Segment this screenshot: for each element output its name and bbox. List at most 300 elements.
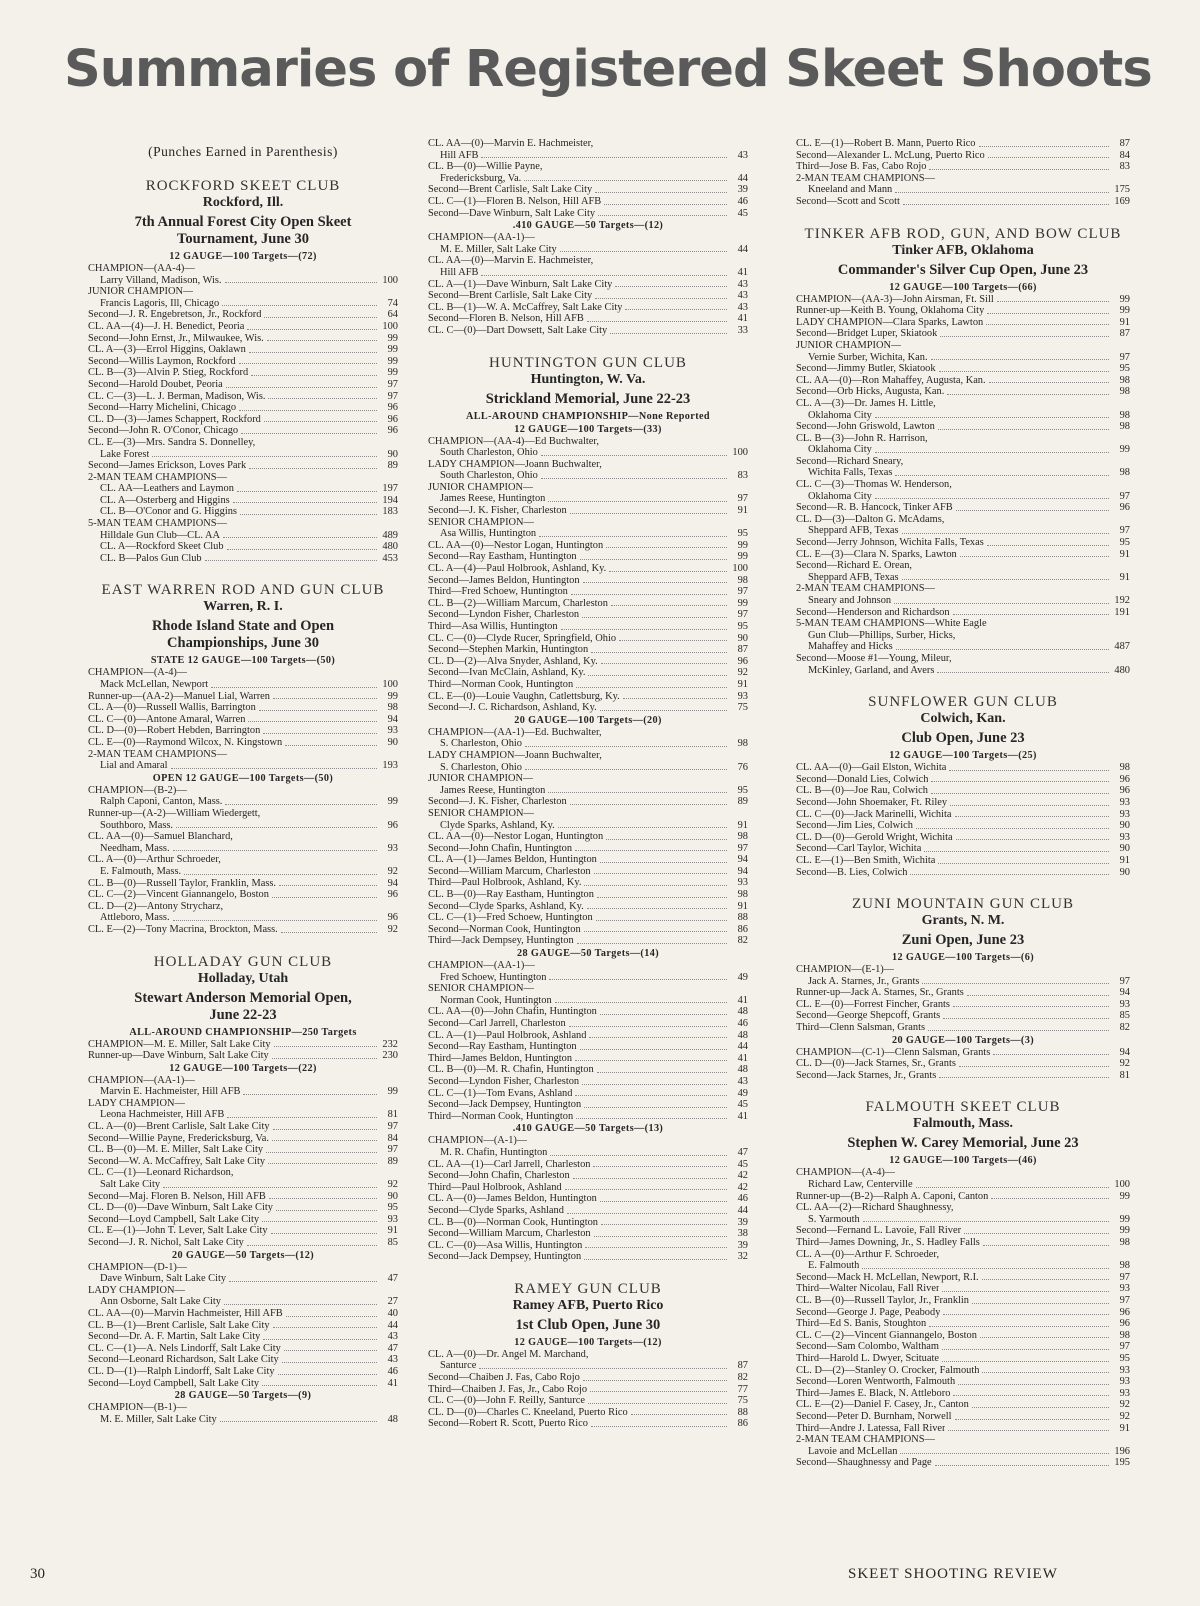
score: 91 [1119,548,1130,560]
leader-dots [983,1245,1109,1246]
score: 48 [737,1006,748,1018]
leader-dots [580,1049,727,1050]
leader-dots [251,375,377,376]
leader-dots [584,885,727,886]
shooter-name: CL. A—(0)—Brent Carlisle, Salt Lake City [88,1121,270,1133]
target-heading: 12 GAUGE—100 Targets—(6) [891,952,1035,964]
result-row [88,379,398,391]
score: 43 [737,278,748,290]
score: 40 [387,1307,398,1319]
result-row [796,525,1130,537]
club-block [428,138,748,337]
shooter-name: Second—Shaughnessy and Page [796,1457,932,1469]
shooter-name: Second—Leonard Richardson, Salt Lake City [88,1354,279,1366]
result-row [428,1030,748,1042]
result-row [88,1191,398,1203]
leader-dots [222,305,377,306]
shooter-name: CL. A—(3)—Errol Higgins, Oaklawn [88,344,246,356]
event-title: Stewart Anderson Memorial Open, June 22-23 [134,989,352,1023]
leader-dots [264,421,377,422]
club-name: FALMOUTH SKEET CLUB [865,1099,1061,1116]
event-title: Zuni Open, June 23 [901,932,1025,949]
leader-dots [281,932,377,933]
shooter-name: CL. E—(3)—Mrs. Sandra S. Donnelley, [88,436,256,448]
leader-dots [224,1304,377,1305]
shooter-name: CL. C—(0)—Jack Marinelli, Wichita [796,808,952,820]
score: 100 [1114,1179,1130,1191]
shooter-name: 5-MAN TEAM CHAMPIONS—White Eagle [796,618,987,630]
score: 95 [1119,537,1130,549]
result-row [88,414,398,426]
result-row [428,935,748,947]
shooter-name: Needham, Mass. [100,842,170,854]
shooter-name: Runner-up—Dave Winburn, Salt Lake City [88,1050,269,1062]
result-row [428,1099,748,1111]
score: 92 [387,1179,398,1191]
leader-dots [875,498,1109,499]
shooter-name: CL. B—(0)—Ray Eastham, Huntington [428,889,594,901]
club-block [88,582,398,935]
leader-dots [948,1430,1109,1431]
shooter-name: CL. B—(0)—M. E. Miller, Salt Lake City [88,1144,264,1156]
leader-dots [949,770,1109,771]
shooter-name: CL. A—(0)—Arthur Schroeder, [88,854,221,866]
score: 97 [387,378,398,390]
shooter-name: CL. B—(0)—Joe Rau, Colwich [796,785,928,797]
result-row [796,1214,1130,1226]
score: 98 [737,738,748,750]
leader-dots [935,1465,1109,1466]
result-row [796,987,1130,999]
result-row [88,808,398,820]
score: 90 [387,737,398,748]
result-row [796,1307,1130,1319]
score: 90 [387,1190,398,1202]
shooter-name: Second—Brent Carlisle, Salt Lake City [428,290,593,302]
score: 96 [387,413,398,425]
result-row [796,665,1130,677]
leader-dots [593,1166,727,1167]
leader-dots [285,745,377,746]
shooter-name: Second—Alexander L. McLung, Puerto Rico [796,149,985,161]
shooter-name: Third—James Beldon, Huntington [428,1052,573,1064]
shooter-name: Oklahoma City [808,490,872,502]
score: 95 [1119,1352,1130,1364]
shooter-name: CL. C—(0)—Asa Willis, Huntington [428,1239,583,1251]
shooter-name: Leona Hachmeister, Hill AFB [100,1109,225,1121]
leader-dots [227,1117,377,1118]
leader-dots [227,549,377,550]
score: 96 [737,655,748,667]
score: 100 [382,679,398,691]
leader-dots [609,571,727,572]
result-row [428,773,748,785]
score: 92 [1119,1399,1130,1411]
shooter-name: Southboro, Mass. [100,819,174,831]
leader-dots [894,603,1109,604]
result-row [88,437,398,449]
score: 100 [732,563,748,575]
shooter-name: Santurce [440,1360,477,1372]
leader-dots [262,1221,377,1222]
score: 487 [1114,641,1130,653]
score: 77 [737,1383,748,1395]
shooter-name: Second—Richard Sneary, [796,455,904,467]
leader-dots [272,1058,377,1059]
score: 44 [737,172,748,184]
shooter-name: 5-MAN TEAM CHAMPIONS— [88,518,227,530]
score: 98 [737,574,748,586]
shooter-name: Francis Lagoris, Ill, Chicago [100,297,220,309]
score: 90 [387,448,398,460]
leader-dots [900,1453,1109,1454]
result-row [88,1237,398,1249]
result-row [88,356,398,368]
score: 99 [737,597,748,609]
shooter-name: CL. B—Palos Gun Club [100,552,202,564]
leader-dots [271,1233,377,1234]
result-row [428,302,748,314]
shooter-name: LADY CHAMPION—Clara Sparks, Lawton [796,316,984,328]
leader-dots [571,594,727,595]
result-row [428,679,748,691]
result-row [428,325,748,337]
result-row [88,796,398,808]
leader-dots [268,1163,377,1164]
shooter-name: CL. C—(0)—Dart Dowsett, Salt Lake City [428,324,608,336]
shooter-name: Second—Orb Hicks, Augusta, Kan. [796,386,945,398]
score: 97 [1119,490,1130,502]
shooter-name: CL. B—(0)—M. R. Chafin, Huntington [428,1064,594,1076]
shooter-name: CL. A—(1)—Dave Winburn, Salt Lake City [428,278,613,290]
result-row [88,1296,398,1308]
leader-dots [611,605,727,606]
shooter-name: Runner-up—Jack A. Starnes, Sr., Grants [796,987,964,999]
result-row [796,1010,1130,1022]
leader-dots [953,1395,1109,1396]
shooter-name: Second—Loren Wentworth, Falmouth [796,1376,956,1388]
shooter-name: Third—Walter Nicolau, Fall River [796,1283,940,1295]
result-row [796,363,1130,375]
shooter-name: CHAMPION—(E-1)— [796,964,895,976]
score: 96 [1119,502,1130,514]
shooter-name: LADY CHAMPION—Joann Buchwalter, [428,458,602,470]
score: 99 [387,367,398,379]
leader-dots [584,1107,727,1108]
result-row [796,375,1130,387]
leader-dots [284,1350,377,1351]
leader-dots [241,433,377,434]
result-row [796,386,1130,398]
score: 93 [1119,1283,1130,1295]
score: 98 [1119,1237,1130,1248]
club-name: HOLLADAY GUN CLUB [153,953,333,970]
shooter-name: Second—Sam Colombo, Waltham [796,1341,939,1353]
column-3-content [796,138,1130,1469]
shooter-name: CL. B—(2)—William Marcum, Charleston [428,597,608,609]
result-row [428,1205,748,1217]
result-row [796,1179,1130,1191]
score: 97 [1119,975,1130,987]
result-row [428,459,748,471]
result-row [88,483,398,495]
result-row [796,572,1130,584]
result-row [796,1283,1130,1295]
leader-dots [171,768,377,769]
leader-dots [623,698,727,699]
shooter-name: Second—Maj. Floren B. Nelson, Hill AFB [88,1190,266,1202]
shooter-name: CL. A—Rockford Skeet Club [100,541,224,553]
club-block [428,1281,748,1430]
shooter-name: CL. C—(1)—Floren B. Nelson, Hill AFB [428,195,602,207]
leader-dots [278,1374,377,1375]
shooter-name: CL. D—(0)—Charles C. Kneeland, Puerto Rico [428,1406,628,1418]
target-heading: 12 GAUGE—100 Targets—(66) [889,281,1037,293]
result-row [428,150,748,162]
shooter-name: Second—J. K. Fisher, Charleston [428,505,567,517]
leader-dots [225,804,377,805]
leader-dots [916,828,1109,829]
result-row [796,1070,1130,1082]
shooter-name: Second—William Marcum, Charleston [428,1228,591,1240]
score: 92 [737,667,748,679]
result-row [796,1330,1130,1342]
shooter-name: Third—Andre J. Latessa, Fall River [796,1422,946,1434]
leader-dots [184,874,377,875]
result-row [428,1407,748,1419]
leader-dots [205,560,377,561]
shooter-name: Hill AFB [440,149,479,161]
shooter-name: Third—Chaiben J. Fas, Jr., Cabo Rojo [428,1383,588,1395]
result-row [88,901,398,913]
shooter-name: S. Charleston, Ohio [440,738,522,750]
result-row [428,609,748,621]
shooter-name: Second—Jack Dempsey, Huntington [428,1099,582,1111]
leader-dots [575,1060,727,1061]
leader-dots [585,1247,727,1248]
leader-dots [575,1095,727,1096]
shooter-name: CHAMPION—(AA-3)—John Airsman, Ft. Sill [796,293,994,305]
shooter-name: CHAMPION—(AA-1)— [88,1074,195,1086]
score: 95 [387,1202,398,1214]
shooter-name: CHAMPION—(C-1)—Clenn Salsman, Grants [796,1046,991,1058]
shooter-name: S. Yarmouth [808,1213,860,1225]
target-heading: 28 GAUGE—50 Targets—(14) [516,948,660,960]
shooter-name: Second—Chaiben J. Fas, Cabo Rojo [428,1372,580,1384]
leader-dots [567,1213,727,1214]
leader-dots [625,309,727,310]
result-row [428,972,748,984]
shooter-name: Third—Asa Willis, Huntington [428,621,558,632]
shooter-name: CL. AA—(0)—Nestor Logan, Huntington [428,831,604,843]
shooter-name: Second—Clyde Sparks, Ashland [428,1204,564,1216]
score: 93 [1119,998,1130,1010]
leader-dots [896,649,1109,650]
score: 94 [387,877,398,889]
leader-dots [584,1259,727,1260]
result-row [88,541,398,553]
score: 39 [737,1239,748,1251]
leader-dots [943,1314,1109,1315]
score: 87 [737,644,748,656]
result-row [88,843,398,855]
leader-dots [943,1018,1109,1019]
result-row [88,1343,398,1355]
target-heading: 12 GAUGE—100 Targets—(12) [514,1336,662,1348]
shooter-name: Lavoie and McLellan [808,1445,898,1457]
score: 91 [737,819,748,831]
leader-dots [939,1077,1109,1078]
result-row [88,298,398,310]
score: 84 [387,1132,398,1144]
shooter-name: LADY CHAMPION— [88,1284,185,1296]
score: 27 [387,1296,398,1308]
shooter-name: James Reese, Huntington [440,784,546,796]
score: 175 [1114,184,1130,196]
shooter-name: CL. D—(0)—Dave Winburn, Salt Lake City [88,1202,273,1214]
shooter-name: CL. A—(4)—Paul Holbrook, Ashland, Ky. [428,563,607,575]
leader-dots [223,537,377,538]
shooter-name: CL. A—(3)—Dr. James H. Little, [796,397,936,409]
leader-dots [959,1066,1109,1067]
shooter-name: Gun Club—Phillips, Surber, Hicks, [808,629,956,641]
result-row [428,290,748,302]
shooter-name: Second—John R. O'Conor, Chicago [88,425,239,437]
score: 93 [1119,796,1130,808]
club-name: HUNTINGTON GUN CLUB [489,354,687,371]
shooter-name: CL. D—(0)—Jack Starnes, Sr., Grants [796,1058,956,1070]
leader-dots [233,502,377,503]
result-row [428,1111,748,1123]
club-block [796,138,1130,208]
result-row [428,808,748,820]
result-row [796,785,1130,797]
result-row [88,924,398,936]
leader-dots [225,282,377,283]
shooter-name: Jack A. Starnes, Jr., Grants [808,975,920,987]
score: 91 [1119,571,1130,583]
score: 86 [737,923,748,935]
score: 83 [737,470,748,482]
leader-dots [580,559,727,560]
leader-dots [947,394,1109,395]
leader-dots [479,1368,727,1369]
result-row [796,173,1130,185]
result-row [88,1179,398,1191]
leader-dots [604,204,727,205]
result-row [428,831,748,843]
result-row [796,1202,1130,1214]
event-title: Strickland Memorial, June 22-23 [485,390,691,407]
score: 41 [387,1377,398,1389]
shooter-name: Second—James Beldon, Huntington [428,574,580,586]
shooter-name: CL. C—(1)—A. Nels Lindorff, Salt Lake City [88,1342,281,1354]
shooter-name: CL. C—(0)—John F. Reilly, Santurce [428,1395,585,1407]
shooter-name: CL. C—(2)—Vincent Giannangelo, Boston [88,889,269,901]
result-row [428,901,748,913]
shooter-name: Second—Peter D. Burnham, Norwell [796,1410,952,1422]
target-heading: 20 GAUGE—50 Targets—(12) [171,1249,315,1261]
leader-dots [584,931,727,932]
leader-dots [272,897,377,898]
result-row [428,436,748,448]
shooter-name: CHAMPION—(B-2)— [88,784,187,796]
leader-dots [862,1268,1109,1269]
result-row [796,1167,1130,1179]
result-row [796,537,1130,549]
leader-dots [902,533,1109,534]
score: 93 [1119,808,1130,820]
leader-dots [594,873,727,874]
leader-dots [226,387,377,388]
result-row [796,549,1130,561]
result-row [88,667,398,679]
result-row [796,1047,1130,1059]
leader-dots [595,192,727,193]
shooter-name: CL. E—(1)—John T. Lever, Salt Lake City [88,1225,268,1237]
shooter-name: Second—W. A. McCaffrey, Salt Lake City [88,1155,266,1167]
result-row [796,809,1130,821]
club-location: Grants, N. M. [921,913,1005,929]
result-row [88,263,398,275]
result-row [796,1260,1130,1272]
shooter-name: CL. AA—(1)—Carl Jarrell, Charleston [428,1158,591,1170]
target-heading: 20 GAUGE—100 Targets—(3) [891,1034,1035,1046]
leader-dots [263,733,377,734]
leader-dots [239,410,377,411]
leader-dots [590,1391,727,1392]
score: 232 [382,1038,398,1050]
leader-dots [247,329,377,330]
result-row [428,1384,748,1396]
result-row [88,1109,398,1121]
shooter-name: Second—Brent Carlisle, Salt Lake City [428,184,593,196]
result-row [88,286,398,298]
target-heading: OPEN 12 GAUGE—100 Targets—(50) [152,772,334,784]
shooter-name: Third—Jose B. Fas, Cabo Rojo [796,161,927,173]
result-row [796,196,1130,208]
shooter-name: Third—Norman Cook, Huntington [428,1110,574,1122]
result-row [796,184,1130,196]
result-row [428,1372,748,1384]
shooter-name: M. R. Chafin, Huntington [440,1146,548,1158]
score: 97 [737,493,748,505]
result-row [796,479,1130,491]
result-row [428,621,748,633]
score: 39 [737,184,748,196]
result-row [796,1353,1130,1365]
result-row [88,402,398,414]
score: 49 [737,1087,748,1099]
score: 100 [382,274,398,286]
score: 98 [1119,1329,1130,1341]
score: 99 [737,551,748,563]
leader-dots [591,1426,727,1427]
shooter-name: Second—Harry Michelini, Chicago [88,402,237,414]
shooter-name: 2-MAN TEAM CHAMPIONS— [796,172,935,184]
shooter-name: Second—George Shepcoff, Grants [796,1010,941,1022]
result-row [88,275,398,287]
shooter-name: CL. D—(0)—Robert Hebden, Barrington [88,725,261,737]
shooter-name: Second—John Griswold, Lawton [796,421,935,433]
score: 90 [1119,866,1130,878]
leader-dots [938,863,1109,864]
shooter-name: Fredericksburg, Va. [440,172,522,184]
club-location: Ramey AFB, Puerto Rico [512,1297,664,1313]
leader-dots [955,816,1109,817]
score: 196 [1114,1445,1130,1457]
score: 83 [1119,161,1130,173]
